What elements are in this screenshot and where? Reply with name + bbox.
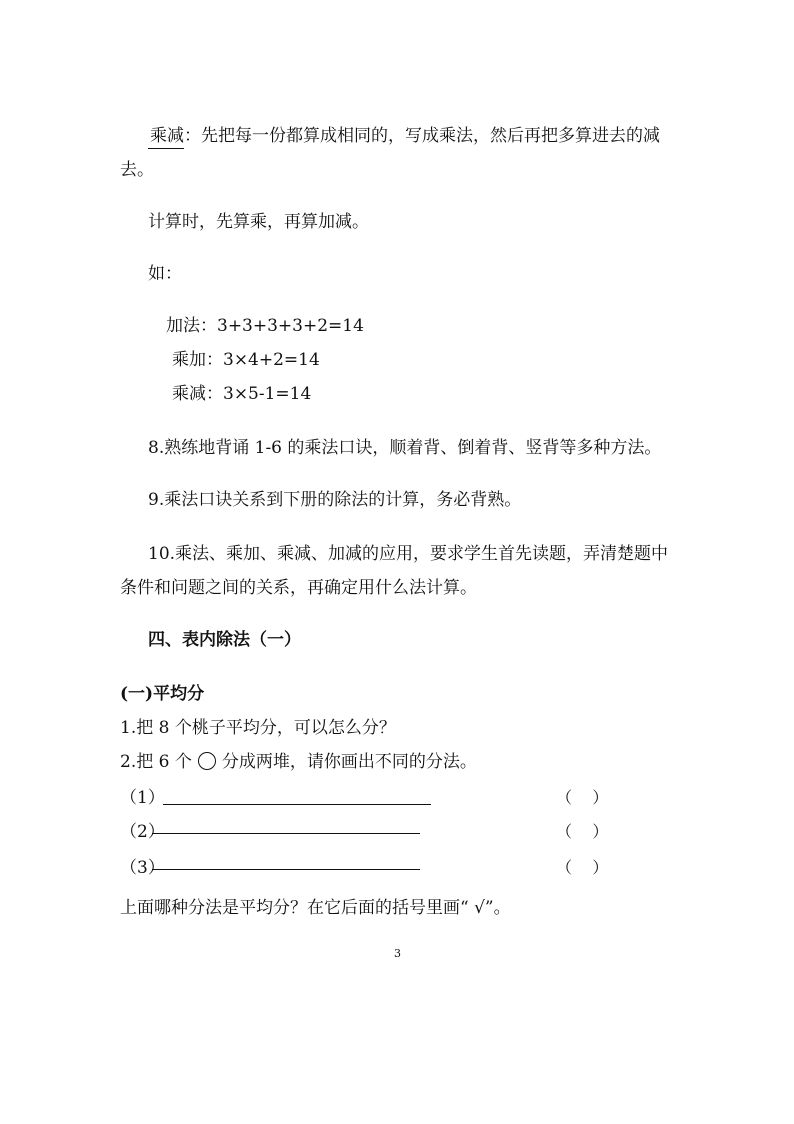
multiply-subtract-term: 乘减	[148, 124, 184, 149]
point-10: 10.乘法、乘加、乘减、加减的应用，要求学生首先读题，弄清楚题中	[148, 544, 669, 564]
option-3-check-box[interactable]: （ ）	[556, 858, 609, 877]
option-1-check-box[interactable]: （ ）	[556, 788, 609, 807]
option-2-label: （2）	[120, 822, 165, 842]
question-2-end: 分成两堆，请你画出不同的分法。	[221, 752, 477, 772]
option-2-answer-line[interactable]	[152, 833, 420, 834]
example-label: 如：	[148, 264, 182, 284]
question-1: 1.把 8 个桃子平均分，可以怎么分？	[120, 718, 396, 738]
option-3-answer-line[interactable]	[152, 869, 420, 870]
calculation-order-note: 计算时，先算乘，再算加减。	[148, 212, 369, 232]
multiply-subtract-definition	[148, 124, 660, 149]
point-8: 8.熟练地背诵 1-6 的乘法口诀，顺着背、倒着背、竖背等多种方法。	[148, 438, 662, 458]
question-2-start: 2.把 6 个	[120, 752, 192, 772]
example-addition: 加法：3+3+3+3+2=14	[166, 316, 364, 336]
example-multiply-subtract: 乘减：3×5-1=14	[172, 384, 312, 404]
option-2-check-box[interactable]: （ ）	[556, 822, 609, 841]
option-3-label: （3）	[120, 858, 165, 878]
page-number: 3	[394, 947, 401, 960]
section-heading: 四、表内除法（一）	[148, 630, 301, 650]
point-10-cont: 条件和问题之间的关系，再确定用什么法计算。	[120, 578, 477, 598]
example-multiply-add: 乘加：3×4+2=14	[172, 350, 320, 370]
question-2	[120, 750, 477, 774]
multiply-subtract-text: ：先把每一份都算成相同的，写成乘法，然后再把多算进去的减	[184, 126, 660, 146]
point-9: 9.乘法口诀关系到下册的除法的计算，务必背熟。	[148, 490, 522, 510]
closing-question: 上面哪种分法是平均分？在它后面的括号里画“ √”。	[120, 898, 511, 918]
subsection-heading: (一)平均分	[120, 684, 205, 704]
multiply-subtract-text-cont: 去。	[120, 160, 154, 180]
option-1-label: （1）	[120, 788, 165, 808]
option-1-answer-line[interactable]	[163, 804, 431, 805]
circle-icon	[198, 752, 216, 770]
